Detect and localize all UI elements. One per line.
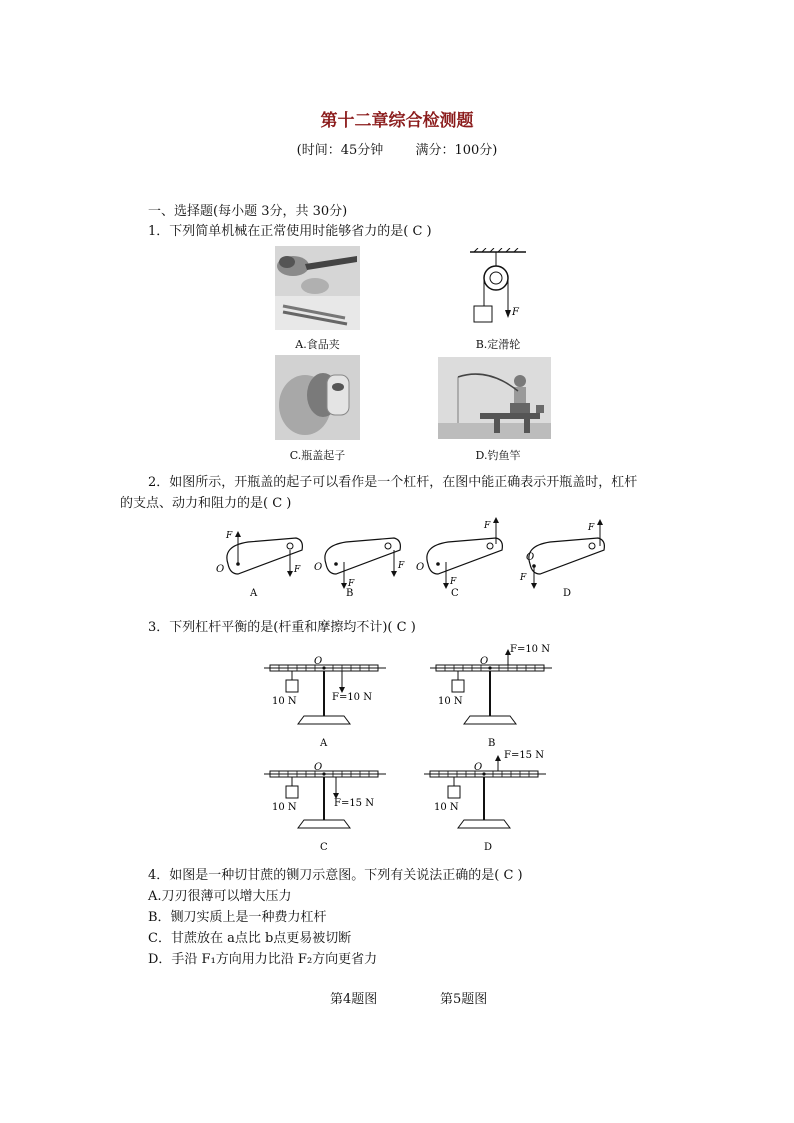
pivot-label-a: O [216, 564, 225, 575]
q1-option-b-caption: B.定滑轮 [475, 338, 521, 351]
force-label-c: F=15 N [334, 798, 374, 809]
q4-option-b: B．铡刀实质上是一种费力杠杆 [148, 910, 327, 925]
bottle-opener-lever-diagrams [208, 516, 618, 596]
q4-option-a: A.刀刃很薄可以增大压力 [148, 889, 292, 904]
force-label-d: F=15 N [504, 750, 544, 761]
lever-balance-diagrams [258, 640, 558, 855]
question-1-stem: 1．下列简单机械在正常使用时能够省力的是( C ) [148, 224, 432, 239]
q3-label-b: B [488, 738, 496, 749]
q3-label-c: C [320, 842, 328, 853]
pivot-label-b: O [480, 656, 489, 667]
force-label-c-f2: F [450, 577, 457, 587]
force-label-b: F=10 N [510, 644, 550, 655]
page-title: 第十二章综合检测题 [320, 111, 474, 131]
pivot-label-c: O [416, 562, 425, 573]
force-label-b-f2: F [348, 579, 355, 589]
pivot-label-a: O [314, 656, 323, 667]
q1-option-d-caption: D.钓鱼竿 [475, 449, 521, 462]
question-3-stem: 3．下列杠杆平衡的是(杆重和摩擦均不计)( C ) [148, 620, 416, 635]
force-label-a-f1: F [294, 565, 301, 575]
q4-option-c: C．甘蔗放在 a点比 b点更易被切断 [148, 931, 352, 946]
weight-label-b: 10 N [438, 696, 463, 707]
force-label-d-f2: F [520, 573, 527, 583]
q2-label-a: A [250, 588, 258, 596]
balance-diagram-b [430, 644, 552, 749]
balance-diagram-c [264, 762, 386, 853]
q1-option-c-caption: C.瓶盖起子 [289, 449, 346, 462]
lever-diagram-c [416, 520, 502, 587]
fixed-pulley-diagram [468, 248, 528, 328]
q3-label-d: D [484, 842, 493, 853]
balance-diagram-a [264, 656, 386, 749]
q2-label-d: D [563, 588, 572, 596]
force-label-d-f1: F [588, 523, 595, 533]
question-2-stem-line2: 的支点、动力和阻力的是( C ) [120, 496, 292, 511]
lever-diagram-b [314, 538, 405, 589]
pulley-force-label: F [512, 307, 519, 318]
q3-label-a: A [320, 738, 328, 749]
q4-option-d: D．手沿 F₁方向用力比沿 F₂方向更省力 [148, 952, 378, 967]
lever-diagram-d [519, 522, 604, 586]
weight-label-a: 10 N [272, 696, 297, 707]
pivot-label-b: O [314, 562, 323, 573]
figure-caption-q5: 第5题图 [440, 992, 488, 1007]
food-tongs-image [275, 246, 360, 330]
full-score: 满分：100分) [415, 143, 498, 158]
lever-diagram-a [216, 531, 302, 575]
pivot-label-c: O [314, 762, 323, 773]
pivot-label-d: O [526, 552, 535, 563]
q2-label-b: B [346, 588, 354, 596]
question-2-stem-line1: 2．如图所示，开瓶盖的起子可以看作是一个杠杆，在图中能正确表示开瓶盖时，杠杆 [148, 475, 638, 490]
q1-option-a-caption: A.食品夹 [295, 338, 340, 351]
bottle-opener-image [275, 355, 360, 440]
force-label-c-f1: F [484, 521, 491, 531]
force-label-a: F=10 N [332, 692, 372, 703]
balance-diagram-d [424, 750, 546, 853]
time-limit: (时间：45分钟 [296, 143, 384, 158]
section-heading: 一、选择题(每小题 3分，共 30分) [148, 204, 348, 219]
pivot-label-d: O [474, 762, 483, 773]
figure-caption-q4: 第4题图 [330, 992, 378, 1007]
force-label-b-f1: F [398, 561, 405, 571]
fishing-rod-image [438, 357, 551, 439]
exam-info [0, 139, 794, 158]
question-4-stem: 4．如图是一种切甘蔗的铡刀示意图。下列有关说法正确的是( C ) [148, 868, 523, 883]
q2-label-c: C [451, 588, 459, 596]
weight-label-d: 10 N [434, 802, 459, 813]
force-label-a-f2: F [226, 531, 233, 541]
weight-label-c: 10 N [272, 802, 297, 813]
